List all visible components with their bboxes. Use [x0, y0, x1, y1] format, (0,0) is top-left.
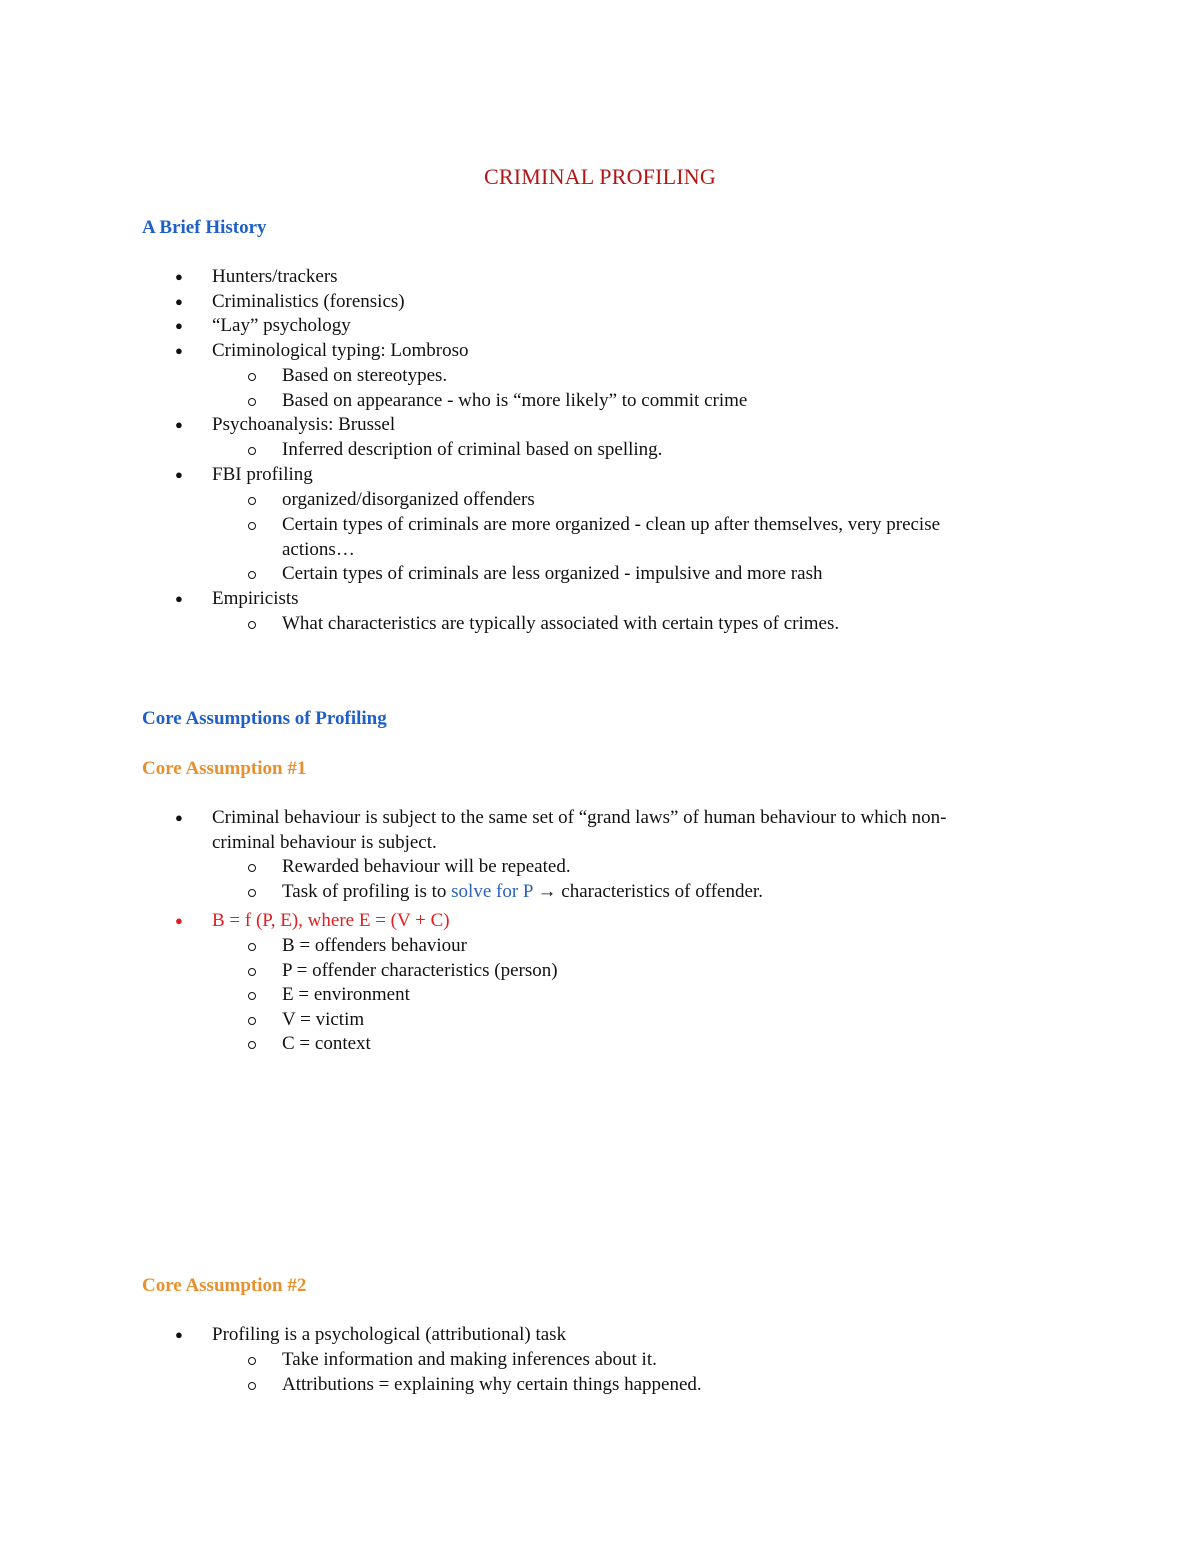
list-item: Criminal behaviour is subject to the same set of “grand laws” of human behaviour to which non- — [212, 807, 947, 828]
heading-brief-history: A Brief History — [142, 217, 267, 238]
list-item: Empiricists — [212, 588, 299, 609]
sub-list-item: E = environment — [282, 984, 410, 1005]
bullet: ● — [175, 810, 183, 825]
sub-bullet — [248, 621, 256, 629]
sub-bullet — [248, 968, 256, 976]
bullet: ● — [175, 913, 183, 928]
sub-bullet — [248, 497, 256, 505]
document-title: CRIMINAL PROFILING — [484, 164, 716, 189]
bullet: ● — [175, 417, 183, 432]
sub-bullet — [248, 522, 256, 530]
sub-bullet — [248, 1041, 256, 1049]
sub-bullet — [248, 398, 256, 406]
bullet: ● — [175, 343, 183, 358]
heading-core-assumption-2: Core Assumption #2 — [142, 1275, 307, 1296]
sub-list-item: Take information and making inferences about it. — [282, 1349, 657, 1370]
sub-list-item: Inferred description of criminal based on spelling. — [282, 439, 663, 460]
sub-list-item: Certain types of criminals are more organized - clean up after themselves, very precise — [282, 514, 941, 535]
sub-bullet — [248, 571, 256, 579]
sub-list-item: Attributions = explaining why certain things happened. — [282, 1374, 702, 1395]
list-item-continued: criminal behaviour is subject. — [212, 832, 437, 853]
text-run: Task of profiling is to — [282, 881, 452, 902]
sub-list-item: Based on appearance - who is “more likely” to commit crime — [282, 390, 748, 411]
sub-list-item-continued: actions… — [282, 539, 355, 560]
sub-list-item: organized/disorganized offenders — [282, 489, 535, 510]
sub-bullet — [248, 992, 256, 1000]
sub-list-item: P = offender characteristics (person) — [282, 960, 558, 981]
sub-list-item: Based on stereotypes. — [282, 365, 448, 386]
bullet: ● — [175, 318, 183, 333]
bullet: ● — [175, 294, 183, 309]
highlighted-text-run: solve for P — [451, 881, 533, 902]
bullet: ● — [175, 1327, 183, 1342]
heading-core-assumptions: Core Assumptions of Profiling — [142, 708, 387, 729]
sub-list-item: C = context — [282, 1033, 371, 1054]
list-item: “Lay” psychology — [212, 315, 351, 336]
sub-bullet — [248, 1017, 256, 1025]
list-item: FBI profiling — [212, 464, 313, 485]
text-run: → characteristics of offender. — [532, 881, 763, 902]
sub-list-item: V = victim — [282, 1009, 365, 1030]
list-item: Criminological typing: Lombroso — [212, 340, 469, 361]
sub-list-item — [282, 880, 763, 904]
sub-list-item: What characteristics are typically associated with certain types of crimes. — [282, 613, 840, 634]
sub-list-item: Rewarded behaviour will be repeated. — [282, 856, 571, 877]
sub-bullet — [248, 447, 256, 455]
sub-bullet — [248, 1382, 256, 1390]
sub-bullet — [248, 864, 256, 872]
list-item: Hunters/trackers — [212, 266, 338, 287]
sub-list-item: B = offenders behaviour — [282, 935, 468, 956]
formula-item: B = f (P, E), where E = (V + C) — [212, 910, 450, 931]
sub-bullet — [248, 943, 256, 951]
heading-core-assumption-1: Core Assumption #1 — [142, 758, 307, 779]
sub-bullet — [248, 373, 256, 381]
sub-bullet — [248, 889, 256, 897]
sub-bullet — [248, 1357, 256, 1365]
bullet: ● — [175, 269, 183, 284]
sub-list-item: Certain types of criminals are less organized - impulsive and more rash — [282, 563, 823, 584]
bullet: ● — [175, 591, 183, 606]
list-item: Criminalistics (forensics) — [212, 291, 405, 312]
list-item: Psychoanalysis: Brussel — [212, 414, 396, 435]
bullet: ● — [175, 467, 183, 482]
list-item: Profiling is a psychological (attributional) task — [212, 1324, 567, 1345]
